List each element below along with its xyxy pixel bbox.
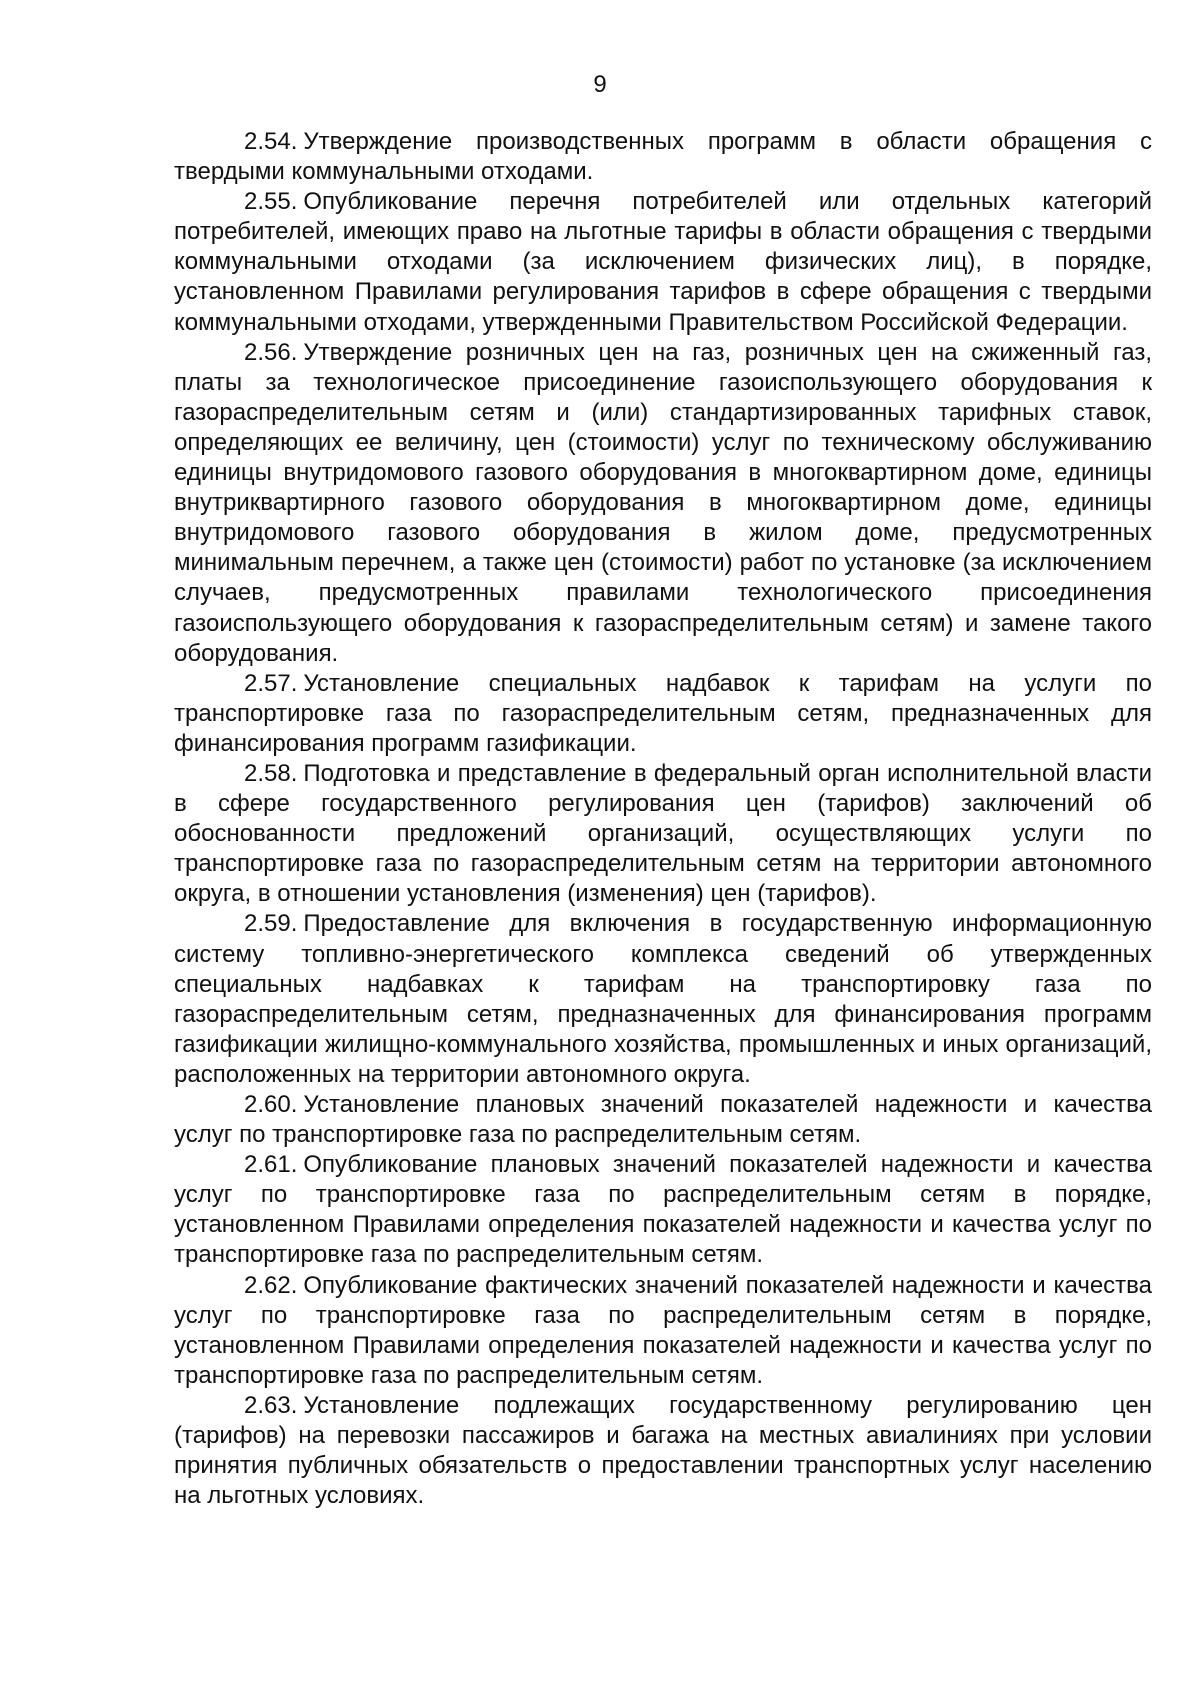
- paragraph-number: 2.60.: [244, 1091, 298, 1118]
- paragraph-2-61: [174, 1150, 1152, 1270]
- paragraph-2-55: [174, 187, 1152, 337]
- paragraph-number: 2.56.: [244, 338, 298, 366]
- paragraph-number: 2.59.: [244, 910, 298, 938]
- paragraph-2-63: [174, 1391, 1152, 1511]
- paragraph-text: Установление плановых значений показателей надежности и качества услуг по транспортировке газа по распределительным сетям.: [174, 1091, 1152, 1149]
- paragraph-text: Опубликование перечня потребителей или отдельных категорий потребителей, имеющих право на льготные тарифы в области обращения с твердыми коммунальными отходами (за исключением физических лиц), в порядке, установленном Правилами регулирования тарифов в сфере обращения с твердыми коммунальными отходами, утвержденными Правительством Российской Федерации.: [174, 188, 1152, 336]
- paragraph-2-58: [174, 759, 1152, 909]
- paragraph-2-56: [174, 338, 1152, 669]
- paragraph-number: 2.55.: [244, 188, 298, 216]
- paragraph-number: 2.61.: [244, 1151, 298, 1179]
- paragraph-text: Утверждение розничных цен на газ, розничных цен на сжиженный газ, платы за технологическое присоединение газоиспользующего оборудования к газораспределительным сетям и (или) стандартизированных тарифных ставок, определяющих ее величину, цен (стоимости) услуг по техническому обслуживанию единицы внутридомового газового оборудования в многоквартирном доме, единицы внутриквартирного газового оборудования в многоквартирном доме, единицы внутридомового газового оборудования в жилом доме, предусмотренных минимальным перечнем, а также цен (стоимости) работ по установке (за исключением случаев, предусмотренных правилами технологического присоединения газоиспользующего оборудования к газораспределительным сетям) и замене такого оборудования.: [174, 338, 1152, 667]
- paragraph-number: 2.63.: [244, 1391, 298, 1419]
- paragraph-text: Подготовка и представление в федеральный орган исполнительной власти в сфере государственного регулирования цен (тарифов) заключений об обоснованности предложений организаций, осуществляющих услуги по транспортировке газа по газораспределительным сетям на территории автономного округа, в отношении установления (изменения) цен (тарифов).: [174, 759, 1152, 908]
- paragraph-text: Установление специальных надбавок к тарифам на услуги по транспортировке газа по газораспределительным сетям, предназначенных для финансирования программ газификации.: [174, 669, 1152, 757]
- document-body: [174, 127, 1152, 1511]
- paragraph-text: Опубликование фактических значений показателей надежности и качества услуг по транспортировке газа по распределительным сетям в порядке, установленном Правилами определения показателей надежности и качества услуг по транспортировке газа по распределительным сетям.: [174, 1271, 1152, 1389]
- paragraph-number: 2.58.: [244, 759, 298, 787]
- paragraph-text: Предоставление для включения в государственную информационную систему топливно-энергетического комплекса сведений об утвержденных специальных надбавках к тарифам на транспортировку газа по газораспределительным сетям, предназначенных для финансирования программ газификации жилищно-коммунального хозяйства, промышленных и иных организаций, расположенных на территории автономного округа.: [174, 910, 1152, 1088]
- paragraph-text: Установление подлежащих государственному регулированию цен (тарифов) на перевозки пассажиров и багажа на местных авиалиниях при условии принятия публичных обязательств о предоставлении транспортных услуг населению на льготных условиях.: [174, 1391, 1152, 1510]
- paragraph-2-62: [174, 1271, 1152, 1391]
- page-number: 9: [593, 71, 607, 98]
- paragraph-2-59: [174, 909, 1152, 1090]
- paragraph-2-57: [174, 669, 1152, 759]
- paragraph-number: 2.62.: [244, 1271, 298, 1299]
- paragraph-text: Утверждение производственных программ в области обращения с твердыми коммунальными отходами.: [174, 128, 1152, 186]
- paragraph-2-60: [174, 1090, 1152, 1150]
- paragraph-number: 2.57.: [244, 669, 298, 697]
- paragraph-text: Опубликование плановых значений показателей надежности и качества услуг по транспортировке газа по распределительным сетям в порядке, установленном Правилами определения показателей надежности и качества услуг по транспортировке газа по распределительным сетям.: [174, 1151, 1152, 1269]
- paragraph-2-54: [174, 127, 1152, 187]
- paragraph-number: 2.54.: [244, 128, 298, 155]
